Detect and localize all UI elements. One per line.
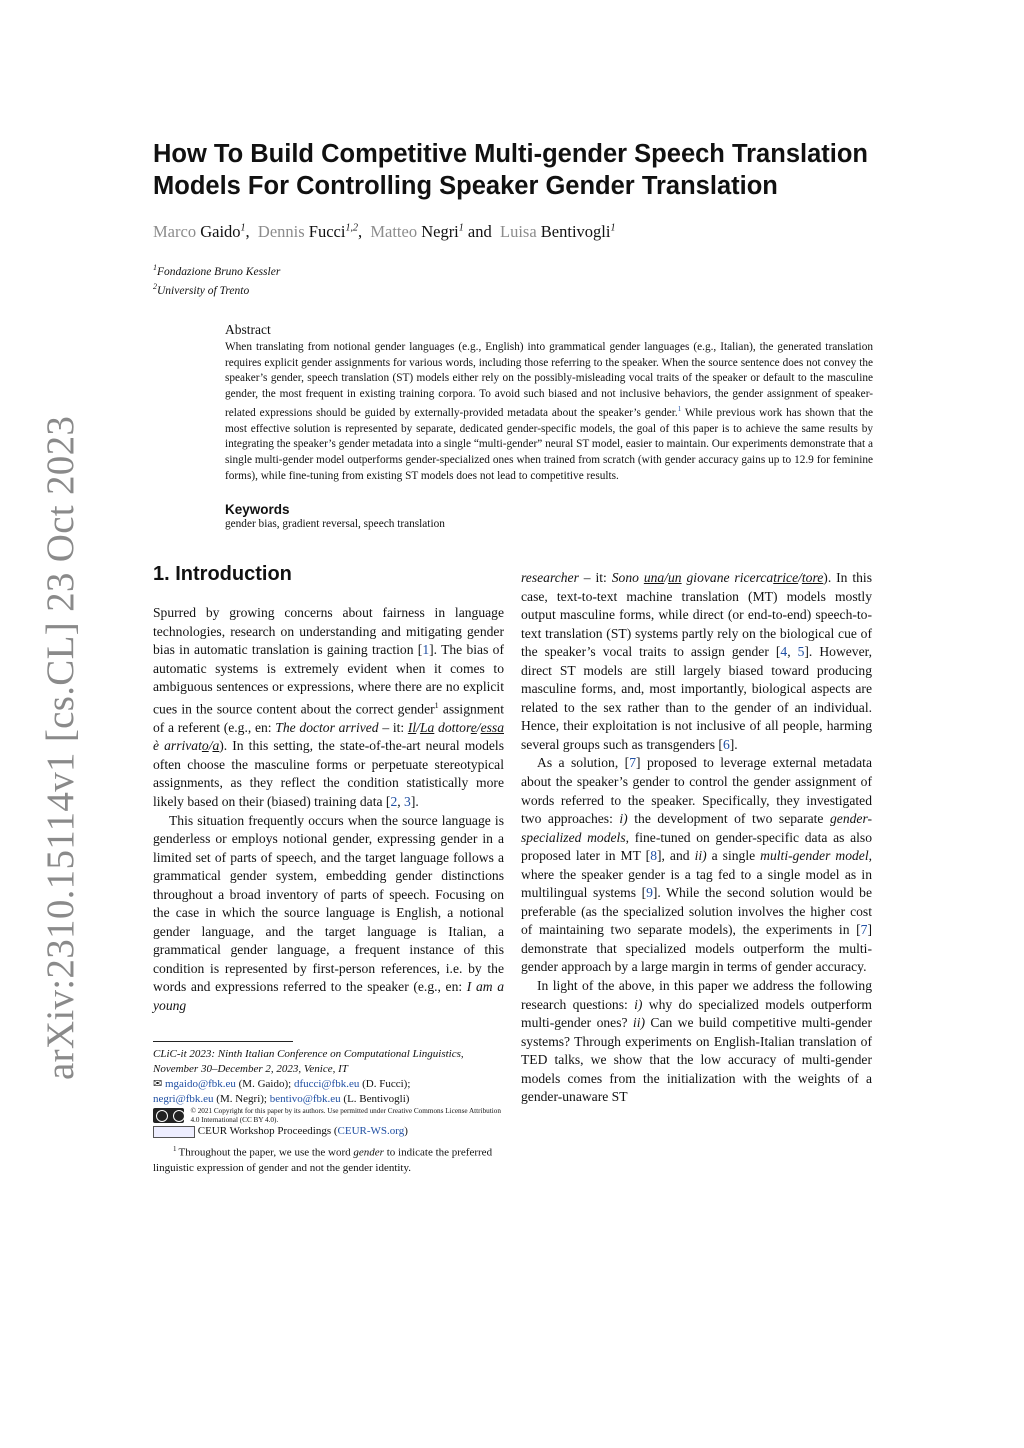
- author-2-affil: 1,2: [345, 222, 358, 234]
- abstract-text-part-2: While previous work has shown that the most effective solution is represented by separate, dedicated gender-specific models, the goal of this paper is to achieve the same results by integrating the speaker’s gender metadata into a single “multi-gender” neural ST model, easier to maintain. Our experiments demonstrate that a single multi-gender model outperforms gender-specialized ones when trained from scratch (with gender accuracy gains up to 12.9 for feminine forms), while fine-tuning from existing ST models does not lead to competitive results.: [225, 407, 874, 482]
- envelope-icon: ✉: [153, 1078, 163, 1090]
- footnote-mark: 1: [173, 1145, 177, 1153]
- section-heading: 1. Introduction: [153, 563, 292, 585]
- footnote-term: gender: [353, 1146, 384, 1159]
- keywords-list: gender bias, gradient reversal, speech translation: [225, 518, 445, 530]
- affiliation-2: [153, 282, 249, 297]
- author-1-last: Gaido: [200, 222, 241, 241]
- author-2-first: Dennis: [257, 222, 305, 241]
- citation[interactable]: 8: [650, 848, 658, 864]
- abstract-text: [225, 340, 873, 484]
- citation[interactable]: 4: [780, 644, 788, 660]
- keywords-section: [225, 502, 873, 530]
- author-3-first: Matteo: [370, 222, 418, 241]
- author-4-last: Bentivogli: [540, 222, 611, 241]
- arxiv-identifier: arXiv:2310.15114v1 [cs.CL] 23 Oct 2023: [39, 415, 82, 1080]
- author-1-affil: 1: [240, 222, 246, 234]
- left-column: [153, 604, 504, 1016]
- citation[interactable]: 3: [404, 794, 411, 809]
- license-text: © 2021 Copyright for this paper by its authors. Use permitted under Creative Commons License Attribution 4.0 International (CC BY 4.0).: [190, 1107, 501, 1124]
- footnote-text: to indicate the preferred linguistic expression of gender and not the gender identity.: [153, 1146, 493, 1174]
- citation[interactable]: 5: [797, 644, 805, 660]
- author-1-first: Marco: [153, 222, 197, 241]
- email-link[interactable]: dfucci@fbk.eu: [293, 1078, 360, 1090]
- paragraph: As a solution, [7] proposed to leverage external metadata about the speaker’s gender to control the gender assignment of words referred to the speaker. Specifically, they investigated two approaches: i) the development of two separate gender-specialized models, fine-tuned on gender-specific data as also proposed later in MT [8], and ii) a single multi-gender model, where the speaker gender is a tag fed to a single model as in multilingual systems [9]. While the second solution would be preferable (as the specialized solution involves the higher cost of maintaining two separate models), the experiments in [7] demonstrate that specialized models outperform the multi-gender approach by a large margin in terms of gender accuracy.: [521, 755, 873, 975]
- footnotes: [153, 1047, 505, 1176]
- right-column: [521, 569, 872, 1107]
- paragraph: Spurred by growing concerns about fairness in language technologies, research on understanding and mitigating gender bias in automatic translation is gaining traction [1]. The bias of automatic systems is extremely evident when it comes to ambiguous sentences or expressions, where there are no explicit cues in the source content about the correct gender$^1$ assignment of a referent (e.g., en: The doctor arrived – it: Il/La dottore/essa è arrivato/a). In this setting, the state-of-the-art neural models often choose the masculine forms or perpetuate stereotypical assignments, as they reflect the condition statistically more likely based on their (biased) training data [2, 3].: [153, 605, 504, 809]
- abstract-heading: Abstract: [225, 322, 271, 337]
- paragraph: researcher – it: Sono una/un giovane ricercatrice/tore). In this case, text-to-text machine translation (MT) models mostly output masculine forms, while direct (or end-to-end) speech-to-text translation (ST) systems partly rely on the biological cue of the speaker’s vocal traits to assign gender [4, 5]. However, direct ST models are still largely biased toward producing masculine forms, and, most importantly, biological aspects are related to the sex rather than to the gender of an individual. Hence, their exploitation is not inclusive of all people, harming several groups such as transgenders [6].: [521, 570, 873, 752]
- paragraph: In light of the above, in this paper we address the following research questions: i) why do specialized models outperform multi-gender ones? ii) Can we build competitive multi-gender systems? Through experiments on English-Italian translation of TED talks, we show that the low accuracy of multi-gender models comes from the initialization with the weights of a gender-unaware ST: [521, 978, 872, 1105]
- author-2-last: Fucci: [308, 222, 346, 241]
- cc-by-license-icon: [153, 1108, 184, 1123]
- citation[interactable]: 6: [722, 736, 730, 752]
- affiliation-1-mark: 1: [153, 263, 157, 272]
- paper-title: [153, 138, 913, 202]
- citation[interactable]: 9: [646, 885, 653, 901]
- footnote-text: Throughout the paper, we use the word: [178, 1146, 354, 1159]
- author-emails: [153, 1077, 505, 1107]
- citation[interactable]: 1: [422, 642, 430, 658]
- author-3-last: Negri: [421, 222, 459, 241]
- email-link[interactable]: negri@fbk.eu: [153, 1093, 214, 1105]
- footnote-1: [153, 1142, 505, 1176]
- ceur-link[interactable]: CEUR-WS.org: [337, 1125, 405, 1137]
- affiliation-2-name: University of Trento: [157, 284, 250, 297]
- email-owner: (L. Bentivogli): [340, 1093, 410, 1105]
- footnote-divider: [153, 1041, 293, 1042]
- affiliation-1-name: Fondazione Bruno Kessler: [157, 265, 281, 278]
- email-owner: (M. Negri);: [213, 1093, 270, 1105]
- keywords-heading: Keywords: [225, 502, 290, 517]
- email-link[interactable]: bentivo@fbk.eu: [269, 1093, 341, 1105]
- abstract-text-part-1: When translating from notional gender languages (e.g., English) into grammatical gender languages (e.g., Italian), the generated translation requires explicit gender assignments for various words, including those referring to the speaker. When the source sentence does not convey the speaker’s gender, speech translation (ST) models either rely on the possibly-misleading vocal traits of the speaker or default to the masculine gender, the most frequent in existing training corpora. To avoid such biased and not inclusive behaviors, the gender assignment of speaker-related expressions should be guided by externally-provided metadata about the speaker’s gender.: [225, 341, 873, 420]
- ceur-text: CEUR Workshop Proceedings (: [197, 1125, 338, 1137]
- ceur-logo-icon: [153, 1126, 195, 1138]
- abstract: [225, 322, 873, 484]
- title-line-1: How To Build Competitive Multi-gender Speech Translation: [153, 140, 868, 168]
- citation[interactable]: 7: [629, 755, 636, 771]
- title-line-2: Models For Controlling Speaker Gender Translation: [153, 172, 778, 200]
- author-3-affil: 1: [458, 222, 464, 234]
- email-owner: (D. Fucci);: [359, 1078, 411, 1090]
- ceur-row: [153, 1124, 505, 1139]
- author-list: Marco Gaido$^1$, Dennis Fucci$^{1,2}$, Matteo Negri$^1$ and Luisa Bentivogli$^1$: [153, 222, 616, 241]
- footnote-ref[interactable]: 1: [434, 700, 439, 710]
- citation[interactable]: 2: [390, 794, 398, 809]
- citation[interactable]: 7: [860, 922, 868, 938]
- author-4-affil: 1: [610, 222, 616, 234]
- license-row: [153, 1107, 505, 1124]
- footnote-ref[interactable]: 1: [677, 405, 682, 414]
- email-owner: (M. Gaido);: [235, 1078, 294, 1090]
- email-link[interactable]: mgaido@fbk.eu: [164, 1078, 236, 1090]
- affiliation-1: [153, 263, 280, 278]
- conference-info: CLiC-it 2023: Ninth Italian Conference on Computational Linguistics, November 30–December 2, 2023, Venice, IT: [153, 1048, 464, 1075]
- author-4-first: Luisa: [499, 222, 537, 241]
- paragraph: This situation frequently occurs when the source language is genderless or employs notional gender, expressing gender in a limited set of parts of speech, and the target language follows a grammatical gender system, embedding gender distinctions throughout a broad inventory of parts of speech. Focusing on the case in which the source language is English, a notional gender language, and the target language is Italian, a grammatical gender language, a frequent instance of this condition is represented by first-person references, i.e. by the words and expressions referred to the speaker (e.g., en: I am a young: [153, 812, 504, 1014]
- affiliation-2-mark: 2: [153, 282, 157, 291]
- ceur-text-close: ): [404, 1125, 408, 1137]
